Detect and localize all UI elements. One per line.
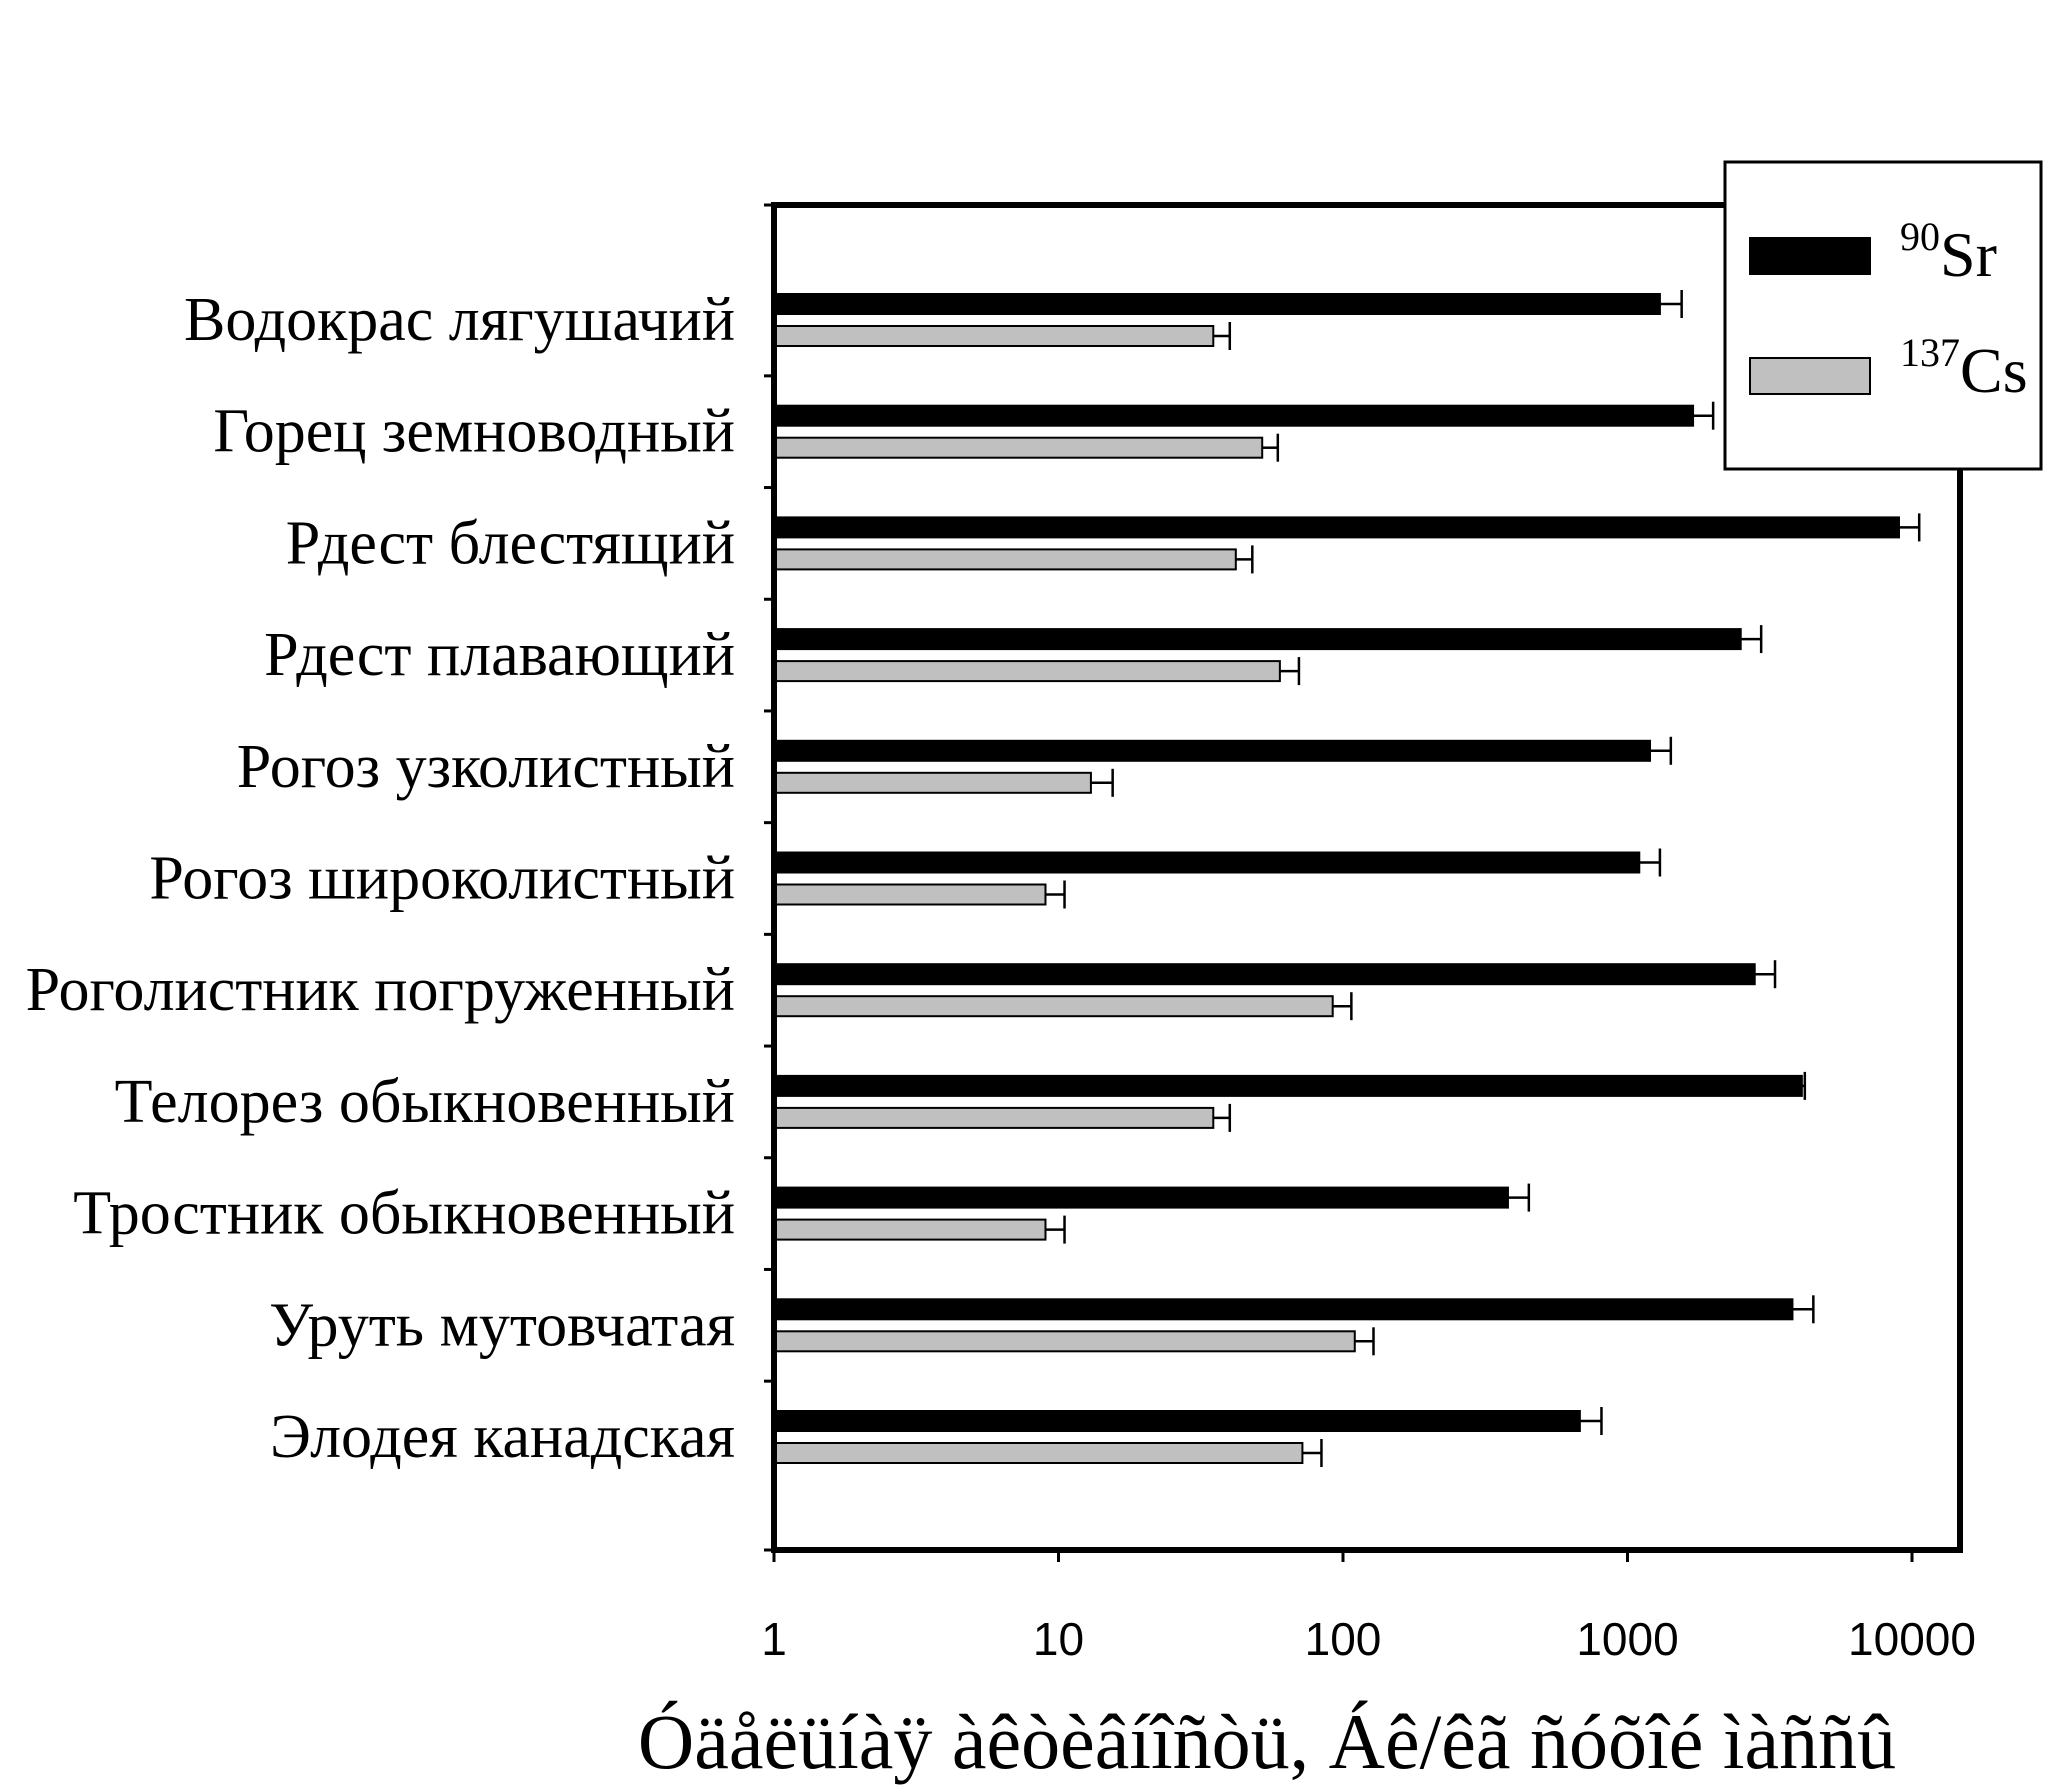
bar-cs137 (774, 996, 1333, 1016)
bar-sr90 (774, 741, 1650, 761)
bar-cs137 (774, 438, 1262, 458)
bar-cs137 (774, 661, 1280, 681)
category-label: Элодея канадская (269, 1403, 735, 1471)
category-group (774, 1072, 1805, 1132)
bar-cs137 (774, 549, 1236, 569)
legend-label: $^{137}$Cs (1900, 330, 2028, 406)
category-label: Рдест блестящий (285, 509, 735, 578)
category-label: Уруть мутовчатая (269, 1291, 735, 1360)
bar-sr90 (774, 406, 1693, 426)
bar-cs137 (774, 1220, 1045, 1240)
category-label: Рдест плавающий (264, 621, 735, 690)
x-tick-label: 10 (1032, 1613, 1085, 1665)
x-axis (761, 1550, 1976, 1665)
legend-swatch-sr90 (1750, 238, 1870, 274)
category-group (774, 1184, 1529, 1244)
bar-sr90 (774, 1299, 1792, 1319)
x-tick-label: 100 (1304, 1613, 1382, 1665)
legend-box (1725, 162, 2041, 469)
category-group (774, 402, 1713, 462)
category-label: Рогоз узколистный (236, 732, 735, 801)
category-labels (26, 286, 735, 1471)
x-tick-label: 1 (761, 1613, 787, 1665)
legend-swatch-cs137 (1750, 358, 1870, 394)
category-label: Водокрас лягушачий (184, 286, 735, 354)
bar-sr90 (774, 294, 1660, 314)
category-group (774, 1407, 1601, 1467)
category-label: Тростник обыкновенный (73, 1179, 735, 1248)
legend-label: $^{90}$Sr (1900, 214, 1997, 290)
category-group (774, 625, 1761, 685)
category-label: Телорез обыкновенный (114, 1067, 735, 1136)
category-group (774, 513, 1919, 573)
category-group (774, 849, 1660, 909)
x-axis-title: Óäåëüíàÿ àêòèâíîñòü, Áê/êã ñóõîé ìàññû (637, 1698, 1897, 1785)
bar-sr90 (774, 853, 1639, 873)
category-label: Горец земноводный (213, 397, 735, 466)
bar-sr90 (774, 964, 1755, 984)
category-group (774, 1295, 1813, 1355)
category-group (774, 290, 1682, 350)
x-tick-label: 1000 (1576, 1613, 1679, 1665)
bar-cs137 (774, 1331, 1355, 1351)
legend (1725, 162, 2041, 469)
category-label: Роголистник погруженный (25, 956, 735, 1025)
category-group (774, 960, 1775, 1020)
bar-sr90 (774, 1188, 1508, 1208)
category-group (774, 737, 1671, 797)
bar-sr90 (774, 1076, 1802, 1096)
bar-sr90 (774, 517, 1899, 537)
bar-cs137 (774, 1108, 1213, 1128)
category-label: Рогоз широколистный (149, 844, 735, 913)
bar-sr90 (774, 629, 1741, 649)
bar-sr90 (774, 1411, 1580, 1431)
bar-cs137 (774, 326, 1213, 346)
bar-cs137 (774, 885, 1045, 905)
bar-cs137 (774, 773, 1091, 793)
x-tick-label: 10000 (1848, 1613, 1976, 1665)
bar-cs137 (774, 1443, 1302, 1463)
